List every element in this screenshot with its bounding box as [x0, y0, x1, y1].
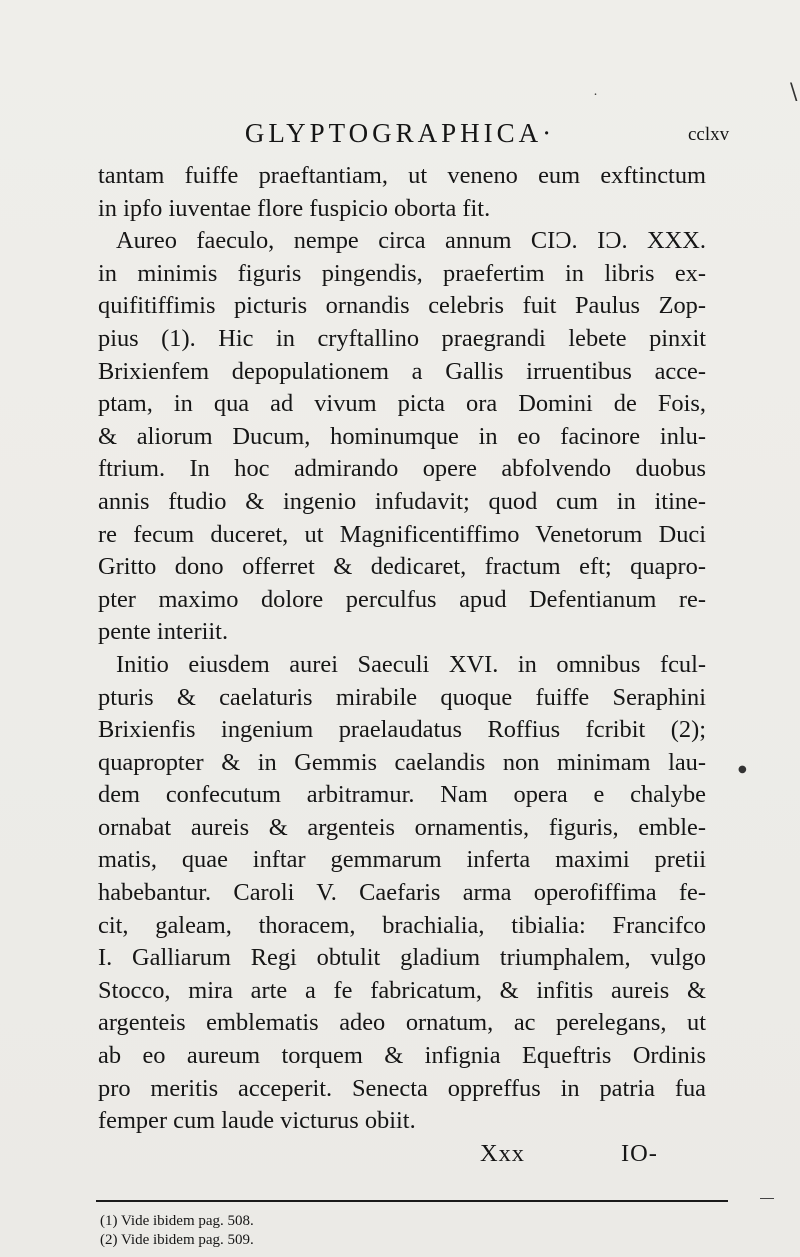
text-line: Gritto dono offerret & dedicaret, fractum eft; quapro- [98, 553, 706, 581]
text-line: Stocco, mira arte a fe fabricatum, & infitis aureis & [98, 976, 706, 1004]
catchword-line [98, 1138, 706, 1171]
text-line: argenteis emblematis adeo ornatum, ac perelegans, ut [98, 1009, 706, 1037]
footnotes [100, 1212, 254, 1250]
text-line: pro meritis acceperit. Senecta oppreffus in patria fua [98, 1074, 706, 1102]
footnote: (1) Vide ibidem pag. 508. [100, 1213, 254, 1229]
text-line: pente interiit. [98, 618, 229, 646]
text-line: ptam, in qua ad vivum picta ora Domini de Fois, [98, 390, 706, 418]
text-line: annis ftudio & ingenio infudavit; quod cum in itine- [98, 487, 706, 515]
text-line: in ipfo iuventae flore fuspicio oborta fit. [98, 194, 491, 222]
text-line: cit, galeam, thoracem, brachialia, tibialia: Francifco [98, 911, 706, 939]
text-line: ftrium. In hoc admirando opere abfolvendo duobus [98, 455, 706, 483]
margin-speck: \ [790, 80, 798, 105]
text-line: habebantur. Caroli V. Caefaris arma operofiffima fe- [98, 879, 706, 907]
margin-dash [760, 1198, 774, 1199]
margin-speck: ˙ [592, 92, 599, 108]
text-line: matis, quae inftar gemmarum inferta maximi pretii [98, 846, 706, 874]
signature-mark: Xxx [480, 1139, 526, 1167]
running-title: GLYPTOGRAPHICA· [244, 118, 556, 148]
text-line: dem confecutum arbitramur. Nam opera e chalybe [98, 781, 706, 809]
catchword: IO- [621, 1139, 658, 1167]
text-line: ornabat aureis & argenteis ornamentis, figuris, emble- [98, 813, 706, 841]
text-line: tantam fuiffe praeftantiam, ut veneno eum exftinctum [98, 162, 706, 189]
footnote: (2) Vide ibidem pag. 509. [100, 1232, 254, 1248]
text-line: quapropter & in Gemmis caelandis non minimam lau- [98, 748, 706, 776]
page-number: cclxv [688, 124, 730, 145]
text-line: Brixienfis ingenium praelaudatus Roffius fcribit (2); [98, 716, 706, 744]
text-line: Aureo faeculo, nempe circa annum CIƆ. IƆ. XXX. [116, 227, 706, 255]
text-line: I. Galliarum Regi obtulit gladium triumphalem, vulgo [98, 944, 706, 972]
text-line: ab eo aureum torquem & infignia Equeftris Ordinis [98, 1042, 706, 1070]
text-line: pius (1). Hic in cryftallino praegrandi lebete pinxit [98, 324, 706, 352]
text-line: quifitiffimis picturis ornandis celebris fuit Paulus Zop- [98, 292, 706, 320]
text-line: Initio eiusdem aurei Saeculi XVI. in omnibus fcul- [116, 650, 706, 678]
text-line: in minimis figuris pingendis, praefertim in libris ex- [98, 259, 706, 287]
margin-speck: ● [738, 764, 747, 775]
text-line: pter maximo dolore perculfus apud Defentianum re- [98, 585, 706, 613]
text-line: & aliorum Ducum, hominumque in eo facinore inlu- [98, 422, 706, 450]
footnote-rule [96, 1200, 728, 1202]
text-line: pturis & caelaturis mirabile quoque fuiffe Seraphini [98, 683, 706, 711]
text-line: re fecum duceret, ut Magnificentiffimo Venetorum Duci [98, 520, 706, 548]
text-line: Brixienfem depopulationem a Gallis irruentibus acce- [98, 357, 706, 385]
text-line: femper cum laude victurus obiit. [98, 1107, 416, 1135]
body-text [98, 160, 706, 1170]
